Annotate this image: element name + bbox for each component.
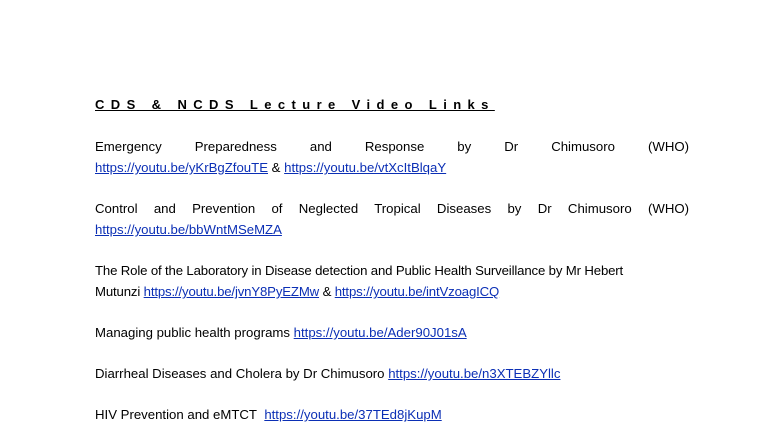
list-item-neglected-tropical-diseases [95, 198, 689, 240]
video-link[interactable]: https://youtu.be/Ader90J01sA [293, 325, 467, 340]
video-link[interactable]: https://youtu.be/n3XTEBZYllc [388, 366, 561, 381]
video-link[interactable]: https://youtu.be/intVzoagICQ [334, 284, 500, 299]
video-link[interactable]: https://youtu.be/37TEd8jKupM [264, 407, 442, 422]
entry-title: The Role of the Laboratory in Disease detection and Public Health Surveillance by Mr Hebert [95, 263, 624, 278]
video-link[interactable]: https://youtu.be/bbWntMSeMZA [95, 222, 282, 237]
lecture-links-list [95, 97, 689, 445]
entry-title-continued: Mutunzi [95, 284, 141, 299]
list-item-hiv-prevention [95, 404, 689, 425]
entry-title: Emergency Preparedness and Response by Dr Chimusoro (WHO) [95, 139, 689, 154]
entry-title: Diarrheal Diseases and Cholera by Dr Chimusoro [95, 366, 385, 381]
video-link[interactable]: https://youtu.be/jvnY8PyEZMw [143, 284, 320, 299]
list-item-diarrheal-diseases [95, 363, 689, 384]
entry-title: Control and Prevention of Neglected Tropical Diseases by Dr Chimusoro (WHO) [95, 201, 689, 216]
video-link[interactable]: https://youtu.be/vtXcItBlqaY [284, 160, 447, 175]
list-item-laboratory-surveillance [95, 260, 689, 302]
list-item-emergency-preparedness [95, 136, 689, 178]
entry-title: HIV Prevention and eMTCT [95, 407, 257, 422]
link-separator: & [322, 284, 332, 299]
page-title: CDS & NCDS Lecture Video Links [95, 97, 495, 112]
video-link[interactable]: https://youtu.be/yKrBgZfouTE [95, 160, 268, 175]
list-item-public-health-programs [95, 322, 689, 343]
link-separator: & [271, 160, 281, 175]
entry-title: Managing public health programs [95, 325, 290, 340]
